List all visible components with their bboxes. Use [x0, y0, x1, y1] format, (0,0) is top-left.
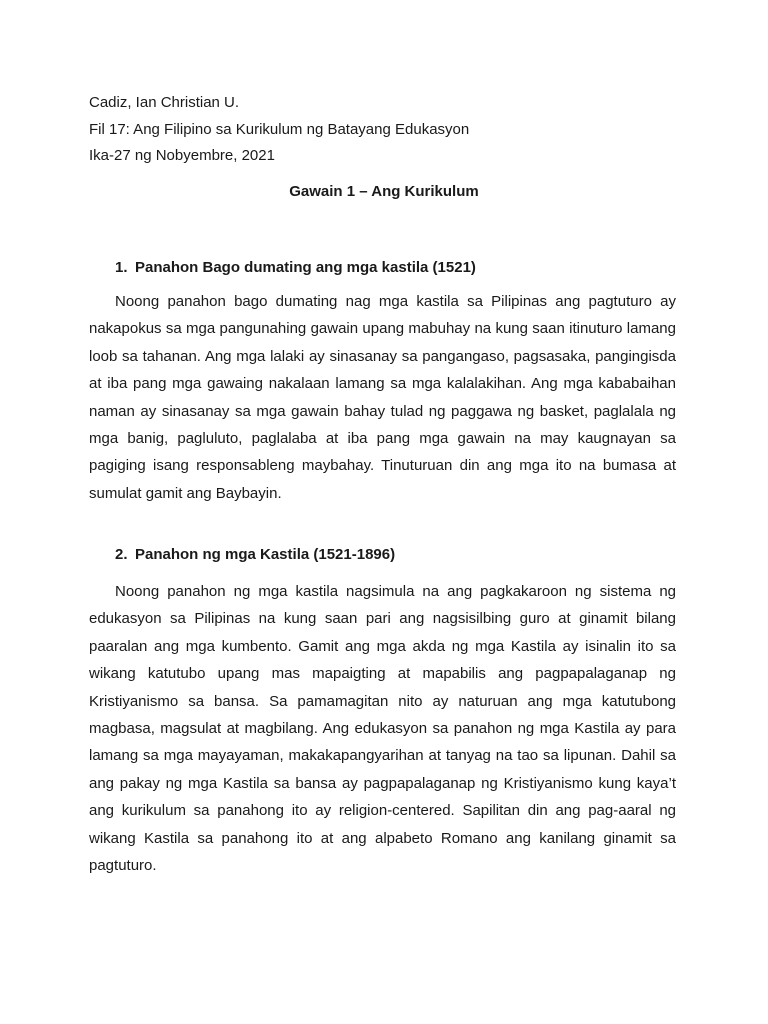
section-1-title: Panahon Bago dumating ang mga kastila (1521)	[135, 259, 476, 276]
section-1-heading	[115, 259, 476, 277]
author-name: Cadiz, Ian Christian U.	[89, 94, 240, 111]
course-title: Fil 17: Ang Filipino sa Kurikulum ng Batayang Edukasyon	[89, 121, 470, 138]
section-2-heading	[115, 546, 395, 564]
section-1-body: Noong panahon bago dumating nag mga kastila sa Pilipinas ang pagtuturo ay nakapokus sa mga pangunahing gawain upang mabuhay na kung saan itinuturo lamang loob sa tahanan. Ang mga lalaki ay sinasanay sa pangangaso, pagsasaka, pangingisda at iba pang mga gawaing nakalaan lamang sa mga kalalakihan. Ang mga kababaihan naman ay sinasanay sa mga gawain bahay tulad ng paggawa ng basket, paglalala ng mga banig, pagluluto, paglalaba at iba pang mga gawain na may kaugnayan sa pagiging isang responsableng maybahay. Tinuturuan din ang mga ito na bumasa at sumulat gamit ang Baybayin.	[89, 293, 676, 502]
document-date: Ika-27 ng Nobyembre, 2021	[89, 147, 275, 164]
section-1-number: 1.	[115, 259, 128, 276]
section-2-title: Panahon ng mga Kastila (1521-1896)	[135, 546, 396, 563]
document-title: Gawain 1 – Ang Kurikulum	[289, 183, 479, 200]
section-2-body: Noong panahon ng mga kastila nagsimula na ang pagkakaroon ng sistema ng edukasyon sa Pilipinas na kung saan pari ang nagsisilbing guro at ginamit bilang paaralan ang mga kumbento. Gamit ang mga akda ng mga Kastila ay isinalin ito sa wikang katutubo upang mas mapaigting at mapabilis ang pagpapalaganap ng Kristiyanismo sa bansa. Sa pamamagitan nito ay naturuan ang mga katutubong magbasa, magsulat at magbilang. Ang edukasyon sa panahon ng mga Kastila ay para lamang sa mga mayayaman, makakapangyarihan at tanyag na tao sa lipunan. Dahil sa ang pakay ng mga Kastila sa bansa ay pagpapalaganap ng Kristiyanismo kung kaya’t ang kurikulum sa panahong ito ay religion-centered. Sapilitan din ang pag-aaral ng wikang Kastila sa panahong ito at ang alpabeto Romano ang kanilang ginamit sa pagtuturo.	[89, 583, 676, 875]
section-2-number: 2.	[115, 546, 128, 563]
